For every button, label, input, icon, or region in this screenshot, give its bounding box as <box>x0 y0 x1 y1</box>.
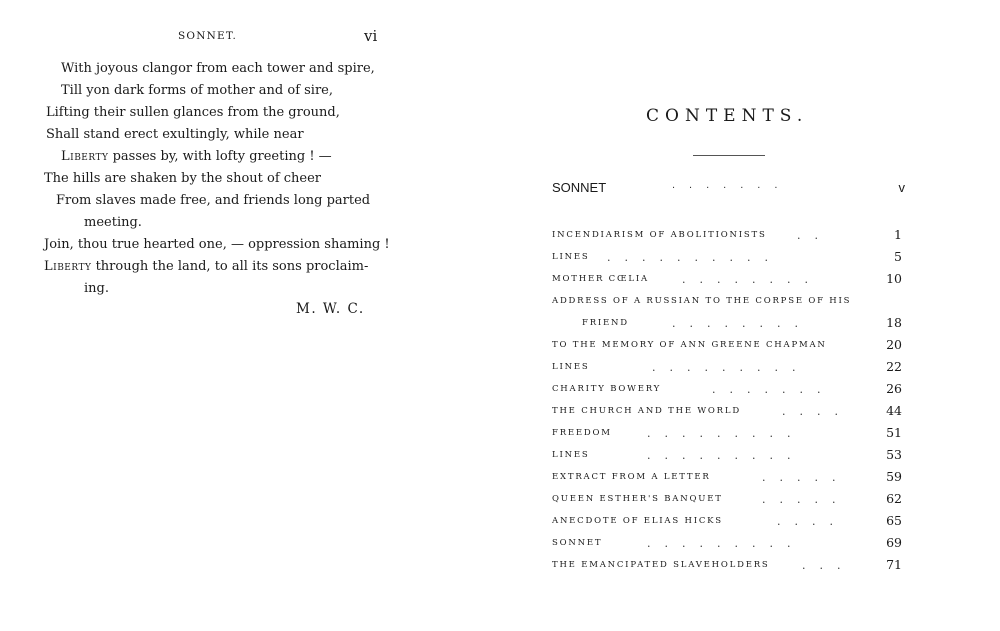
toc-entry-title: ANECDOTE OF ELIAS HICKS <box>552 516 723 526</box>
toc-entry[interactable] <box>552 249 902 272</box>
leader-dots: ..... <box>762 471 850 484</box>
leader-dots: ......... <box>647 427 805 440</box>
toc-page-number: 51 <box>886 425 902 440</box>
poem-line: ing. <box>84 281 109 296</box>
leader-dots: ....... <box>672 179 792 191</box>
leader-dots: .... <box>777 515 847 528</box>
toc-entry[interactable] <box>552 513 902 536</box>
toc-page-number: 26 <box>886 381 902 396</box>
toc-page-number: v <box>898 180 905 195</box>
toc-entry[interactable] <box>552 271 902 294</box>
toc-page-number: 44 <box>886 403 902 418</box>
toc-entry[interactable] <box>552 557 902 580</box>
leader-dots: ... <box>802 559 855 572</box>
toc-entry-title: FREEDOM <box>552 428 612 438</box>
toc-entry-title: LINES <box>552 362 590 372</box>
toc-entry[interactable] <box>552 227 902 250</box>
toc-entry[interactable] <box>552 447 902 470</box>
leader-dots: .. <box>797 229 832 242</box>
toc-page-number: 59 <box>886 469 902 484</box>
toc-page-number: 53 <box>886 447 902 462</box>
toc-page-number: 71 <box>886 557 902 572</box>
toc-page-number: 62 <box>886 491 902 506</box>
toc-entry[interactable] <box>552 296 902 316</box>
toc-entry[interactable] <box>552 535 902 558</box>
toc-entry-title: LINES <box>552 450 590 460</box>
toc-entry-title: LINES <box>552 252 590 262</box>
poem-line: Till yon dark forms of mother and of sire, <box>61 83 334 98</box>
poem-line: meeting. <box>84 215 142 230</box>
toc-entry[interactable] <box>552 337 902 360</box>
toc-page-number: 22 <box>886 359 902 374</box>
poem-line: Join, thou true hearted one, — oppression shaming ! <box>44 237 390 252</box>
ornamental-rule <box>693 155 765 156</box>
leader-dots: ....... <box>712 383 835 396</box>
toc-entry-title: ADDRESS OF A RUSSIAN TO THE CORPSE OF HIS <box>552 296 852 306</box>
small-caps-word: Liberty <box>44 259 92 274</box>
toc-entry-title: MOTHER CŒLIA <box>552 274 649 284</box>
leader-dots: ..... <box>762 493 850 506</box>
contents-heading: CONTENTS. <box>646 106 809 126</box>
toc-entry-title: THE CHURCH AND THE WORLD <box>552 406 741 416</box>
toc-entry-title: FRIEND <box>582 318 629 328</box>
toc-entry-title: INCENDIARISM OF ABOLITIONISTS <box>552 230 767 240</box>
toc-entry[interactable] <box>552 491 902 514</box>
poem-line: From slaves made free, and friends long parted <box>56 193 371 208</box>
leader-dots: ......... <box>647 449 805 462</box>
toc-entry-title: EXTRACT FROM A LETTER <box>552 472 711 482</box>
leader-dots: ......... <box>647 537 805 550</box>
toc-entry-title: THE EMANCIPATED SLAVEHOLDERS <box>552 560 770 570</box>
small-caps-word: Liberty <box>61 149 109 164</box>
leader-dots: ......... <box>652 361 810 374</box>
leader-dots: ........ <box>672 317 812 330</box>
toc-entry[interactable] <box>552 315 902 338</box>
poem-line: The hills are shaken by the shout of cheer <box>44 171 322 186</box>
signature: M. W. C. <box>296 301 365 317</box>
poem-line: Lifting their sullen glances from the ground, <box>46 105 340 120</box>
toc-entry[interactable] <box>552 359 902 382</box>
toc-entry-title: QUEEN ESTHER'S BANQUET <box>552 494 723 504</box>
leader-dots: .... <box>782 405 852 418</box>
toc-entry[interactable] <box>552 381 902 404</box>
toc-entry[interactable] <box>552 425 902 448</box>
toc-page-number: 1 <box>894 227 902 242</box>
running-head: SONNET. <box>178 30 238 42</box>
leader-dots: ........ <box>682 273 822 286</box>
toc-page-number: 20 <box>886 337 902 352</box>
toc-entry-title: SONNET <box>552 180 607 195</box>
toc-page-number: 65 <box>886 513 902 528</box>
poem-line: Liberty passes by, with lofty greeting ! — <box>61 149 332 164</box>
poem-line: With joyous clangor from each tower and spire, <box>61 61 375 76</box>
toc-entry[interactable] <box>552 469 902 492</box>
poem-line: Liberty through the land, to all its sons proclaim- <box>44 259 369 274</box>
toc-page-number: 69 <box>886 535 902 550</box>
toc-entry[interactable] <box>552 403 902 426</box>
toc-page-number: 5 <box>894 249 902 264</box>
toc-entry-title: CHARITY BOWERY <box>552 384 662 394</box>
leader-dots: .......... <box>607 251 782 264</box>
poem-line: Shall stand erect exultingly, while near <box>46 127 304 142</box>
toc-entry-title: SONNET <box>552 538 603 548</box>
toc-page-number: 10 <box>886 271 902 286</box>
toc-page-number: 18 <box>886 315 902 330</box>
page-folio: vi <box>364 27 378 45</box>
toc-entry-title: TO THE MEMORY OF ANN GREENE CHAPMAN <box>552 340 827 350</box>
